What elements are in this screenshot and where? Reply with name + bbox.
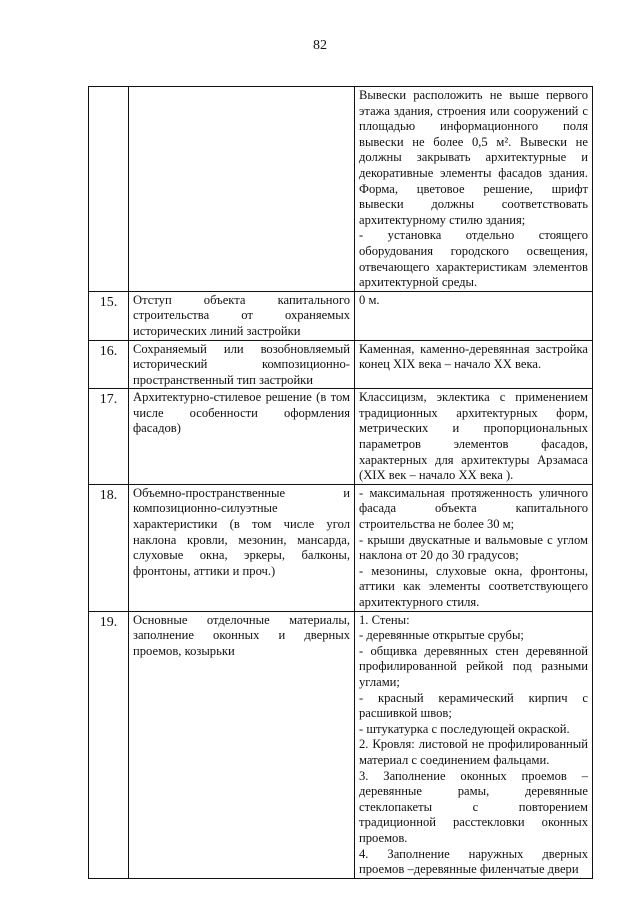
row-number: 15. (89, 291, 129, 340)
row-feature: Отступ объекта капитального строительства от охраняемых исторических линий застройки (129, 291, 355, 340)
row-feature: Сохраняемый или возобновляемый исторический композиционно-пространственный тип застройки (129, 340, 355, 389)
row-feature (129, 87, 355, 292)
row-value: - максимальная протяженность уличного фасада объекта капитального строительства не более 30 м; - крыши двускатные и вальмовые с углом наклона от 20 до 30 градусов; - мезонины, слуховые окна, фронтоны, аттики как элементы соответствующего архитектурного стиля. (355, 484, 593, 611)
row-number: 19. (89, 611, 129, 878)
row-value: Классицизм, эклектика с применением традиционных архитектурных форм, метрических и пропорциональных параметров элементов фасадов, характерных для архитектуры Арзамаса (XIX век – начало XX века ). (355, 389, 593, 485)
table-row (89, 87, 593, 292)
table-row (89, 389, 593, 485)
row-value: Вывески расположить не выше первого этажа здания, строения или сооружений с площадью информационного поля вывески не более 0,5 м². Вывески не должны закрывать архитектурные и декоративные элементы фасадов здания. Форма, цветовое решение, шрифт вывески должны соответствовать архитектурному стилю здания; - установка отдельно стоящего оборудования городского освещения, отвечающего характеристикам элементов архитектурной среды. (355, 87, 593, 292)
row-number: 17. (89, 389, 129, 485)
row-number: 18. (89, 484, 129, 611)
row-number (89, 87, 129, 292)
table-row (89, 291, 593, 340)
table-row (89, 340, 593, 389)
row-number: 16. (89, 340, 129, 389)
row-feature: Объемно-пространственные и композиционно-силуэтные характеристики (в том числе угол наклона кровли, мезонин, мансарда, слуховые окна, эркеры, балконы, фронтоны, аттики и проч.) (129, 484, 355, 611)
row-value: 0 м. (355, 291, 593, 340)
table-row (89, 611, 593, 878)
row-feature: Архитектурно-стилевое решение (в том числе особенности оформления фасадов) (129, 389, 355, 485)
table-row (89, 484, 593, 611)
regulations-table (88, 86, 593, 879)
page-number: 82 (313, 38, 327, 53)
row-value: 1. Стены: - деревянные открытые срубы; - общивка деревянных стен деревянной профилированной рейкой под разными углами; - красный керамический кирпич с расшивкой швов; - штукатурка с последующей окраской. 2. Кровля: листовой не профилированный материал с соединением фальцами. 3. Заполнение оконных проемов – деревянные рамы, деревянные стеклопакеты с повторением традиционной расстекловки оконных проемов. 4. Заполнение наружных дверных проемов –деревянные филенчатые двери (355, 611, 593, 878)
row-value: Каменная, каменно-деревянная застройка конец XIX века – начало XX века. (355, 340, 593, 389)
row-feature: Основные отделочные материалы, заполнение оконных и дверных проемов, козырьки (129, 611, 355, 878)
